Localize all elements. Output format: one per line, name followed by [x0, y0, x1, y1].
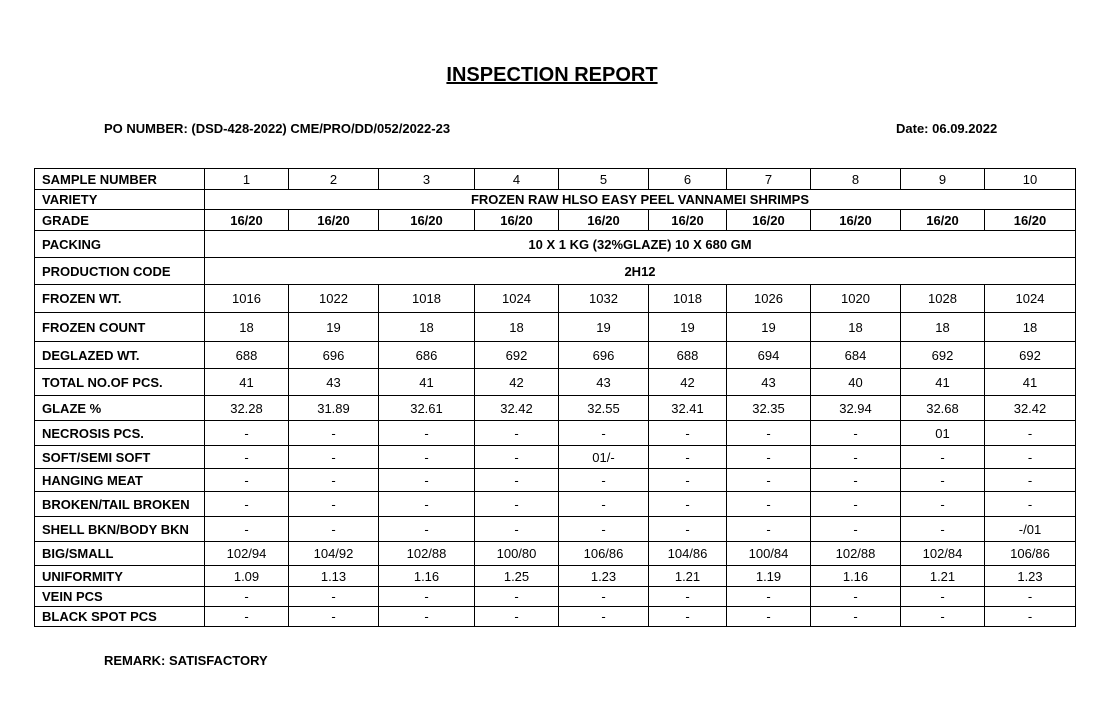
- table-cell: 10: [985, 169, 1076, 190]
- table-cell: -: [727, 446, 811, 469]
- table-cell: 42: [649, 369, 727, 396]
- table-cell: -: [289, 469, 379, 492]
- table-cell: 01/-: [559, 446, 649, 469]
- table-cell: 43: [727, 369, 811, 396]
- table-cell: 102/88: [811, 542, 901, 566]
- table-cell: 1020: [811, 285, 901, 313]
- table-row: [35, 231, 1076, 258]
- table-cell: -: [727, 492, 811, 517]
- table-cell: 1018: [379, 285, 475, 313]
- table-cell: 01: [901, 421, 985, 446]
- table-cell: 32.61: [379, 396, 475, 421]
- table-row: [35, 285, 1076, 313]
- table-cell: 32.35: [727, 396, 811, 421]
- table-cell: -: [901, 492, 985, 517]
- table-cell: 19: [289, 313, 379, 342]
- table-cell: -: [901, 469, 985, 492]
- table-cell: 100/80: [475, 542, 559, 566]
- table-cell: 102/84: [901, 542, 985, 566]
- table-cell: -: [379, 517, 475, 542]
- row-label: FROZEN WT.: [35, 285, 205, 313]
- table-cell: 16/20: [205, 210, 289, 231]
- table-cell: -: [475, 446, 559, 469]
- table-cell: -: [811, 446, 901, 469]
- table-cell: -: [379, 587, 475, 607]
- table-cell: -: [475, 607, 559, 627]
- table-cell: 16/20: [901, 210, 985, 231]
- table-cell: 692: [901, 342, 985, 369]
- table-cell: 1018: [649, 285, 727, 313]
- table-cell: 1024: [475, 285, 559, 313]
- table-cell: 5: [559, 169, 649, 190]
- table-row: [35, 313, 1076, 342]
- table-cell: 41: [379, 369, 475, 396]
- table-cell: 43: [559, 369, 649, 396]
- table-cell: -: [727, 517, 811, 542]
- table-cell: 32.94: [811, 396, 901, 421]
- table-cell: -: [379, 607, 475, 627]
- table-cell: 1.16: [379, 566, 475, 587]
- table-cell: 694: [727, 342, 811, 369]
- table-cell: 32.28: [205, 396, 289, 421]
- table-cell: 688: [649, 342, 727, 369]
- table-cell: 31.89: [289, 396, 379, 421]
- table-cell: 2: [289, 169, 379, 190]
- table-row: [35, 210, 1076, 231]
- row-label: SOFT/SEMI SOFT: [35, 446, 205, 469]
- table-cell: 1.21: [649, 566, 727, 587]
- table-cell: -: [649, 469, 727, 492]
- table-cell: 1.09: [205, 566, 289, 587]
- table-cell: -: [985, 607, 1076, 627]
- table-cell: -: [205, 421, 289, 446]
- table-cell: 18: [985, 313, 1076, 342]
- row-label: GRADE: [35, 210, 205, 231]
- table-row: [35, 542, 1076, 566]
- table-row: [35, 258, 1076, 285]
- table-cell: -: [727, 421, 811, 446]
- table-cell: -: [379, 446, 475, 469]
- table-cell: -: [649, 517, 727, 542]
- table-cell: 41: [901, 369, 985, 396]
- table-cell: 32.68: [901, 396, 985, 421]
- table-row: [35, 342, 1076, 369]
- table-cell: 1016: [205, 285, 289, 313]
- table-cell: 16/20: [649, 210, 727, 231]
- row-label: VEIN PCS: [35, 587, 205, 607]
- table-cell: -: [727, 607, 811, 627]
- table-cell: 692: [985, 342, 1076, 369]
- table-cell: 19: [559, 313, 649, 342]
- table-cell: -: [901, 587, 985, 607]
- table-cell: 43: [289, 369, 379, 396]
- table-row: [35, 369, 1076, 396]
- table-cell: -: [475, 517, 559, 542]
- table-cell: -: [205, 492, 289, 517]
- table-row: [35, 169, 1076, 190]
- row-label: HANGING MEAT: [35, 469, 205, 492]
- row-label: GLAZE %: [35, 396, 205, 421]
- table-row: [35, 469, 1076, 492]
- row-label: PACKING: [35, 231, 205, 258]
- table-cell: 1028: [901, 285, 985, 313]
- table-cell: 16/20: [475, 210, 559, 231]
- table-cell: 18: [205, 313, 289, 342]
- table-cell: 1.21: [901, 566, 985, 587]
- table-cell: -: [649, 421, 727, 446]
- report-title: INSPECTION REPORT: [446, 64, 658, 86]
- row-label: FROZEN COUNT: [35, 313, 205, 342]
- table-cell: -: [289, 517, 379, 542]
- table-cell: 688: [205, 342, 289, 369]
- table-cell: 32.42: [475, 396, 559, 421]
- table-cell: -: [379, 421, 475, 446]
- table-row: [35, 492, 1076, 517]
- table-cell: 100/84: [727, 542, 811, 566]
- table-cell: 1.19: [727, 566, 811, 587]
- row-label: TOTAL NO.OF PCS.: [35, 369, 205, 396]
- table-cell: -: [475, 492, 559, 517]
- row-label: SAMPLE NUMBER: [35, 169, 205, 190]
- table-cell: 16/20: [811, 210, 901, 231]
- table-cell: -: [205, 517, 289, 542]
- table-cell: 1022: [289, 285, 379, 313]
- table-cell: 42: [475, 369, 559, 396]
- table-cell: 16/20: [379, 210, 475, 231]
- table-cell: 18: [475, 313, 559, 342]
- table-cell: -: [985, 492, 1076, 517]
- table-cell: 684: [811, 342, 901, 369]
- table-cell: -: [985, 421, 1076, 446]
- table-row: [35, 607, 1076, 627]
- table-cell: -: [559, 517, 649, 542]
- table-cell: 696: [289, 342, 379, 369]
- table-cell: 32.41: [649, 396, 727, 421]
- table-cell: 19: [727, 313, 811, 342]
- table-cell: -: [559, 607, 649, 627]
- table-cell: 40: [811, 369, 901, 396]
- table-cell: 102/88: [379, 542, 475, 566]
- table-cell: 1.23: [985, 566, 1076, 587]
- table-cell: 16/20: [727, 210, 811, 231]
- table-cell: -: [649, 587, 727, 607]
- table-cell: -: [901, 446, 985, 469]
- table-row: [35, 396, 1076, 421]
- table-cell: 7: [727, 169, 811, 190]
- table-cell: -: [289, 607, 379, 627]
- row-label: VARIETY: [35, 190, 205, 210]
- table-cell: -: [289, 587, 379, 607]
- table-cell: 19: [649, 313, 727, 342]
- row-label: UNIFORMITY: [35, 566, 205, 587]
- table-cell: -: [289, 492, 379, 517]
- row-label: PRODUCTION CODE: [35, 258, 205, 285]
- table-cell: -: [811, 492, 901, 517]
- table-cell: 106/86: [559, 542, 649, 566]
- row-label: BIG/SMALL: [35, 542, 205, 566]
- table-cell: 4: [475, 169, 559, 190]
- table-cell: -: [559, 587, 649, 607]
- table-cell: 32.55: [559, 396, 649, 421]
- table-cell: -: [901, 607, 985, 627]
- table-cell: 16/20: [985, 210, 1076, 231]
- table-cell: 41: [205, 369, 289, 396]
- table-cell: -: [475, 469, 559, 492]
- table-cell: 1.23: [559, 566, 649, 587]
- table-cell: 9: [901, 169, 985, 190]
- table-row: [35, 517, 1076, 542]
- po-number: PO NUMBER: (DSD-428-2022) CME/PRO/DD/052/2022-23: [104, 121, 451, 136]
- table-cell: 18: [379, 313, 475, 342]
- table-cell: -: [649, 492, 727, 517]
- table-cell: 18: [811, 313, 901, 342]
- table-cell: 18: [901, 313, 985, 342]
- table-cell: 1024: [985, 285, 1076, 313]
- row-label: BLACK SPOT PCS: [35, 607, 205, 627]
- table-cell: -: [811, 469, 901, 492]
- table-row: [35, 190, 1076, 210]
- table-cell: 692: [475, 342, 559, 369]
- table-cell: -: [901, 517, 985, 542]
- table-cell: -: [205, 607, 289, 627]
- table-cell: 41: [985, 369, 1076, 396]
- table-cell: -: [205, 469, 289, 492]
- report-date: Date: 06.09.2022: [896, 121, 998, 136]
- table-cell: 1.16: [811, 566, 901, 587]
- table-cell: 102/94: [205, 542, 289, 566]
- table-cell: -: [559, 421, 649, 446]
- table-cell: -: [811, 421, 901, 446]
- table-cell: 696: [559, 342, 649, 369]
- table-cell: -: [811, 517, 901, 542]
- table-cell: -: [727, 587, 811, 607]
- table-row: [35, 421, 1076, 446]
- table-cell: -: [559, 469, 649, 492]
- table-cell: 104/86: [649, 542, 727, 566]
- table-row: [35, 446, 1076, 469]
- table-cell: 32.42: [985, 396, 1076, 421]
- table-cell: -: [811, 607, 901, 627]
- row-span-value: 10 X 1 KG (32%GLAZE) 10 X 680 GM: [205, 231, 1076, 258]
- table-cell: 1026: [727, 285, 811, 313]
- table-cell: -: [289, 421, 379, 446]
- table-cell: -: [649, 446, 727, 469]
- table-cell: -: [649, 607, 727, 627]
- table-cell: -: [205, 587, 289, 607]
- table-cell: -: [475, 421, 559, 446]
- table-row: [35, 587, 1076, 607]
- row-label: BROKEN/TAIL BROKEN: [35, 492, 205, 517]
- table-cell: -: [475, 587, 559, 607]
- table-cell: -: [205, 446, 289, 469]
- table-cell: 106/86: [985, 542, 1076, 566]
- table-cell: 686: [379, 342, 475, 369]
- table-cell: -: [811, 587, 901, 607]
- row-label: NECROSIS PCS.: [35, 421, 205, 446]
- table-cell: -: [379, 492, 475, 517]
- row-span-value: FROZEN RAW HLSO EASY PEEL VANNAMEI SHRIMPS: [205, 190, 1076, 210]
- table-cell: -/01: [985, 517, 1076, 542]
- table-cell: 1032: [559, 285, 649, 313]
- row-label: DEGLAZED WT.: [35, 342, 205, 369]
- table-cell: -: [559, 492, 649, 517]
- row-span-value: 2H12: [205, 258, 1076, 285]
- remark: REMARK: SATISFACTORY: [104, 653, 268, 668]
- row-label: SHELL BKN/BODY BKN: [35, 517, 205, 542]
- table-cell: 1.25: [475, 566, 559, 587]
- table-cell: 1.13: [289, 566, 379, 587]
- table-cell: 3: [379, 169, 475, 190]
- table-cell: -: [985, 446, 1076, 469]
- table-cell: -: [379, 469, 475, 492]
- table-cell: 16/20: [559, 210, 649, 231]
- inspection-table: [34, 168, 1076, 627]
- table-cell: 1: [205, 169, 289, 190]
- table-cell: -: [289, 446, 379, 469]
- table-cell: 104/92: [289, 542, 379, 566]
- table-cell: 6: [649, 169, 727, 190]
- table-cell: -: [985, 469, 1076, 492]
- table-cell: -: [985, 587, 1076, 607]
- table-row: [35, 566, 1076, 587]
- table-cell: 16/20: [289, 210, 379, 231]
- table-cell: 8: [811, 169, 901, 190]
- table-cell: -: [727, 469, 811, 492]
